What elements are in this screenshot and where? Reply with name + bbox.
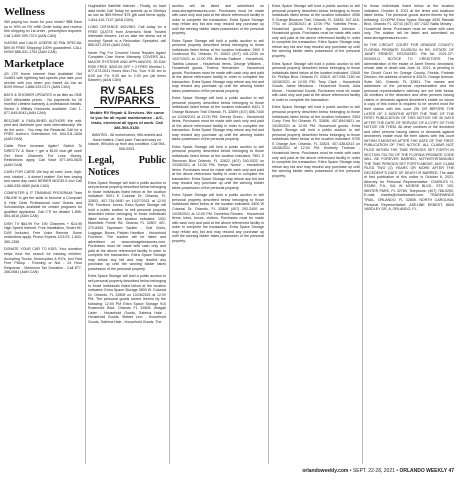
column-divider	[85, 4, 86, 464]
classified-ad: BECOME A PUBLISHED AUTHOR! We edit, print and distribute your work internationally. We do the work... You reap the Rewards! Call for a FREE Author's Submission Kit: 844-511-1836 (AAN CAN)	[4, 118, 82, 141]
wellness-heading: Wellness	[4, 6, 45, 18]
legal-notice: Extra Space Storage will hold a public auction to sell personal property described below belonging to those individuals listed below at the location indicated: 7501 S Semoran Blvd Orlando, FL 32822 (407) 240-0322 on 10/28/2021 at 12:00 PM. Kerlyn Nunez - Household Items. Purchases must be made with cash only and paid at the above referenced facility in order to complete the transaction. Extra Space Storage may refuse any bid and may rescind any purchase up until the winning bidder takes possession of the personal property.	[172, 144, 264, 190]
legal-notice: Extra Space Storage will hold a public auction to sell personal property described below belonging to those individuals listed below at the location indicated: 1900 S Goldenrod Rd, Orlando, FL 32822 (407) 441-2230 on 10/27/2021 at 12:00 PM. Brenda Stallone - Household, Tabitha Lawson - Household items, George Williams - Household goods, Thelma Hernandez - Household goods. Purchases must be made with cash only and paid at the above referenced facility in order to complete the transaction. Extra Space Storage may refuse any bid and may rescind any purchase up until the winning bidder takes possession of the personal property.	[172, 38, 264, 93]
divider	[94, 107, 160, 109]
column-4	[272, 4, 360, 181]
footer-site[interactable]: orlandoweekly.com	[302, 468, 349, 474]
classified-ad: LONG DISTANCE MOVING: Call today for a FREE QUOTE from America's Most Trusted Interstate Movers. Let us take the stress out of moving! Speak to a Relocation Specialist, call 855-947-2919 (AAN CAN)	[88, 25, 166, 48]
legal-notice: Extra Space Storage will hold a public auction to sell personal property described below belonging to those individuals listed below at the location indicated: Extra Space Storage 3800 W. Colonial Dr. Orlando, FL 32808 on 10/28/2021 at 12:00 PM. The personal goods stored therein by the following: 12:00 PM Extra Space Storage 910 Rosemont Blvd. Orlando FL 32808, Abagail Lister - Household Goods, Sabrina Hale - Household Goods, Stefani Levi - Household Goods, Sabrina Hale - Household Goods. The	[88, 274, 166, 324]
classified-ad: DISH TV $64.99 For 190 Channels + $14.95 High Speed Internet. Free Installation, Smart HD DVR Included, Free Voice Remote. Some restrictions apply. Promo Expires 1/21/23. 1-833-380-1358	[4, 221, 82, 244]
classified-ad: 4G LTE Home Internet Now Available! Get GotW3 with lightning fast speeds plus take your service with you when you travel! As low as $109.99/mo! 1-888-519-0171 (AAN CAN)	[4, 71, 82, 90]
column-divider	[362, 4, 363, 464]
footer-separator: •	[396, 468, 400, 474]
legal-notice: to those individuals listed below at the location indicated: October 8, 2021 at the times and locations listed below. The personal goods stored therein by the following: 12:00PM Extra Space Storage 4930 Randall Blvd, Orlando FL 32743 (407) 407-7422 Natia Mosley - Household items. Purchases must be made with cash only. The auction will be listed and advertised on www.storagetreasures.com.	[364, 4, 454, 40]
probate-notice: IN THE CIRCUIT COURT FOR ORANGE COUNTY, FLORIDA PROBATE DIVISION IN RE: ESTATE OF JANET ERNEST, DECEASED. File No. 2021-CP-003005-O. NOTICE TO CREDITORS. The administration of the estate of Janet Ernest, deceased, whose date of death was June 14, 2021, is pending in the Circuit Court for Orange County, Florida, Probate Division, the address of which is 425 N. Orange Avenue, Suite 340, Orlando, FL 32801. The names and addresses of the personal representative and the personal representative's attorney are set forth below. All creditors of the decedent and other persons having claims or demands against decedent's estate on whom a copy of this notice is required to be served must file their claims with this court ON OR BEFORE THE LATER OF 3 MONTHS AFTER THE TIME OF THE FIRST PUBLICATION OF THIS NOTICE OR 30 DAYS AFTER THE DATE OF SERVICE OF A COPY OF THIS NOTICE ON THEM. All other creditors of the decedent and other persons having claims or demands against decedent's estate must file their claims with this court WITHIN 3 MONTHS AFTER THE DATE OF THE FIRST PUBLICATION OF THIS NOTICE. ALL CLAIMS NOT FILED WITHIN THE TIME PERIODS SET FORTH IN SECTION 733.702 OF THE FLORIDA PROBATE CODE WILL BE FOREVER BARRED. NOTWITHSTANDING THE TIME PERIODS SET FORTH ABOVE, ANY CLAIM FILED TWO (2) YEARS OR MORE AFTER THE DECEDENT'S DATE OF DEATH IS BARRED. The date of first publication of this notice is October 6, 2021. Attorney for Personal Representative: CHARLES H. STARK, P.A., 941 W. MORSE BLVD., STE. 100, WINTER PARK, FL 32789, Telephone: (407) 788-0250, E-mail: charles@charlesstark.com. TRADEWINDS TRAIL, ORLANDO, FL 32805. NORTH CAROLINA, Personal Representative: ADELINE ERNEST, 8600 YARDLEY DR, 8, ORLANDO, FL.	[364, 43, 454, 212]
classified-ad: CASH FOR CARS! We buy all cars! Junk, high-end, totaled – it doesn't matter! Get free towing and same day cash! NEWER MODELS too! Call 1-866-535-9689 (AAN CAN)	[4, 170, 82, 188]
column-divider	[169, 4, 170, 464]
rv-wanted-ad: WANTED - All motorhomes, fifth-wheels and travel trailers. Cash paid. Fast and easy no hassle. Will pick up from any condition. Call 954-505-0003.	[88, 133, 166, 151]
legal-notice: Extra Space Storage will hold a public auction to sell personal property described below belonging to those individuals listed below at the location indicated: 5001 E Colonial Dr, Orlando, FL 32803, 407-734-9450 on 10/27/2021 at 12:00 PM. Furniture, boxes. Extra Space Storage will hold a public auction to sell personal property described below belonging to those individuals listed below at the location indicated: 1001 Mansfield Pointe Rd, Orlando FL 32807 407-270-8450 Tayshawn Saulter - Golf Clubs, Luggage, Boxes, Pabian Hamilton - Household Furniture. The auction will be listed and advertised on www.storagetreasures.com. Purchases must be made with cash only and paid at the above referenced facility in order to complete the transaction. Extra Space Storage may refuse any bid and may rescind any purchase up until the winning bidder takes possession of the personal property.	[88, 180, 166, 271]
classified-ad: HughesNet Satellite Internet - Finally, no hard data limits! Call Today for speeds up to 25mbps as low as $59.99/mo! $75 gift card terms apply. 1-844-416-7147 (AAN CAN)	[88, 4, 166, 22]
legal-notice: Extra Space Storage will hold a public auction to sell personal property described below belonging to those individuals listed below at the location indicated: 5400 W Colonial Dr, Orlando, FL 32808 (407) 292-2400 on 10/28/2021 at 12:00 PM. Demetria Rhodes - Household items, totes, boxes, clothes. Purchases must be made with cash only and paid at the above referenced facility in order to complete the transaction. Extra Space Storage may refuse any bid and may rescind any purchase up until the winning bidder takes possession of the personal property.	[172, 193, 264, 243]
classified-ad: Still paying too much for your meds? $$$ Save up to 90% on RX refill! Order today and receive free shipping on 1st order - prescription required. Call 1-855-399-7374 (AAN CAN)	[4, 20, 82, 38]
classified-ad: DONATE YOUR CAR TO KIDS. Your donation helps fund the search for missing children. Accepting Trucks, Motorcycles & RV's, too! Fast Free Pickup - Running or Not - 24 Hour Response - Maximum Tax Donation - Call 877-266-0681 (AAN CAN)	[4, 247, 82, 275]
classified-ad: COMPUTER & IT TRAINING PROGRAM! Train ONLINE to get the skills to become a Computer & Help Desk Professional now! Grants and Scholarships available for certain programs for qualified applicants. Call CTI for details! 1-855-554-4616 (AAN CAN)	[4, 191, 82, 219]
classified-ad: Cable Price Increase Again? Switch To DIRECTV & Save + get a $100 visa gift card! Get More Channels For Less Money. Restrictions apply. Call Now! 877-693-0625 (AAN CAN)	[4, 144, 82, 167]
page-footer	[272, 468, 454, 475]
marketplace-heading: Marketplace	[4, 57, 64, 70]
column-1	[4, 4, 82, 278]
footer-publication: ORLANDO WEEKLY	[399, 468, 448, 474]
column-divider	[268, 4, 269, 464]
legal-notice: Extra Space Storage will hold a public auction to sell personal property described below belonging to those individuals listed below at the location indicated: 12640 Dr. Phillips Blvd, Orlando FL 32819, 407-938-7160 on 10/28/2021 at 12:00 PM. Tony Clark - Household Goods, Jaime Mendoza - Household Goods, Julia Moron - Household Goods. Purchases must be made with cash only and paid at the above referenced facility in order to complete the transaction.	[272, 61, 360, 102]
footer-separator: •	[349, 468, 353, 474]
legal-notice: Extra Space Storage will hold a public auction to sell personal property described below belonging to those individuals listed below at the location indicated: 8421 S Orange Blossom Trail Orlando, FL 32809 (407) 856-7440 on 10/28/2021 at 12:00 PM. Dennis Green - Household items. Purchases must be made with cash only and paid at the above referenced facility in order to complete the transaction. Extra Space Storage may refuse any bid and may rescind any purchase up until the winning bidder takes possession of the personal property.	[172, 96, 264, 142]
column-3	[172, 4, 264, 246]
classified-ad: Never Pay For Covered Home Repairs Again! Complete Care Home Warranty COVERS ALL MAJOR SYSTEMS AND APPLIANCES. 30 DAY RISK FREE. $200.00 OFF + 2 FREE Months! 1-877-673-0511 Hours Mon-Thu, Sun: 9:30 am to 8:00 pm Fri: 9:30 am to 2:00 pm (all times Eastern) (AAN CAN)	[88, 50, 166, 83]
rv-repair-note: Mobile RV Repair & Services. We come to you for all repair maintenance - A/C, leaks, electrical all types of work. Call 386-566-5180.	[89, 110, 165, 131]
footer-date: SEPT. 22-28, 2021	[352, 468, 395, 474]
rv-sales-box	[88, 86, 166, 131]
legal-notice: Extra Space Storage will hold a public auction to sell personal property described below belonging to those individuals listed below at the location indicated: 3303 Curry Ford Rd Orlando FL 32806, 407-894-9821 on 10/28/2021 at 12:00 PM. Household goods. Extra Space Storage will hold a public auction to sell personal property described below belonging to those individuals listed below at the location indicated: 9700 S Orange Ave, Orlando, FL 32824, 407-438-6313 on 10/28/2021 at 12:00 PM. Kimberly Trotman - Household Items. Purchases must be made with cash only and paid at the above referenced facility in order to complete the transaction. Extra Space Storage may refuse any bid and may rescind any purchase up until the winning bidder takes possession of the personal property.	[272, 105, 360, 178]
column-2	[88, 4, 166, 327]
classified-ad: BATH & SHOWER UPDATES in as little as ONE DAY! Affordable prices - No payments for 18 months! Lifetime warranty & professional installs. Senior & Military Discounts available. Call: 1-877-649-5043 (AAN CAN)	[4, 93, 82, 116]
legal-notice: Extra Space Storage will hold a public auction to sell personal property described below belonging to those individuals listed below at the location indicated: 4955 S Orange Blossom Trail, Orlando, FL 32839, 407-516-7751 on 10/28/2021 at 12:00 PM. Yubelkis Pena - Household goods, Furniture. Ayesha Johnson - Household goods. Purchases must be made with cash only and paid at the above referenced facility in order to complete the transaction. Extra Space Storage may refuse any bid and may rescind any purchase up until the winning bidder takes possession of the personal property.	[272, 4, 360, 59]
page-number: 47	[448, 468, 454, 474]
classified-ad: VIAGRA and CIALIS USERS! 50 Pills SPECIAL $99.00 FREE Shipping! 100% guaranteed. CALL NOW! 888-531-1763 (AAN CAN)	[4, 41, 82, 55]
legal-notice: auction will be listed and advertised on www.storagetreasures.com. Purchases must be made with cash only and paid at the above referenced facility in order to complete the transaction. Extra Space Storage may refuse any bid and may rescind any purchase up until the winning bidder takes possession of the personal property.	[172, 4, 264, 36]
rv-sales-title: RV SALES RV/PARKS	[99, 84, 155, 107]
column-5	[364, 4, 454, 215]
legal-notices-heading: Legal, Public Notices	[88, 154, 166, 178]
